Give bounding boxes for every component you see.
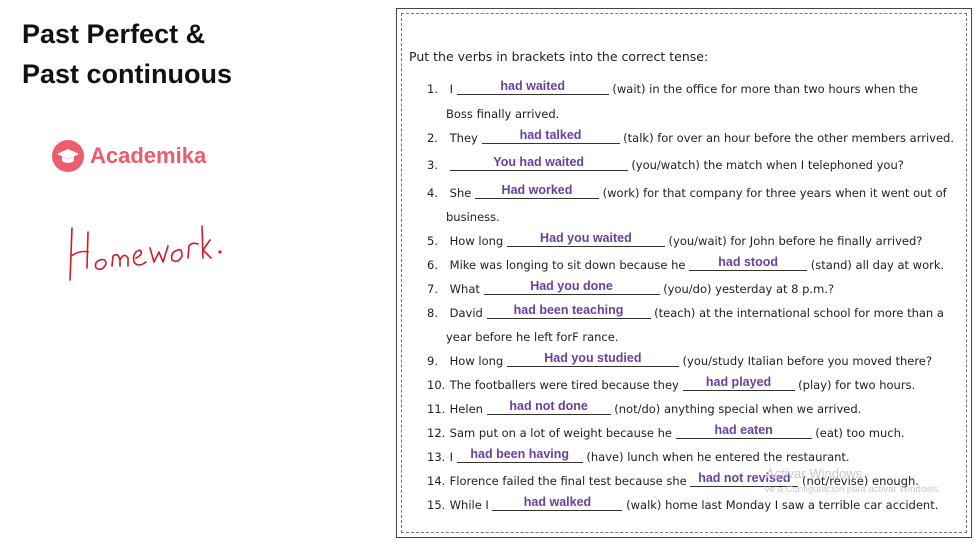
exercise-item-1 (427, 81, 969, 97)
exercise-item-2 (427, 130, 969, 146)
exercise-item-10 (427, 377, 969, 393)
item-text-before: She (449, 186, 472, 200)
exercise-item-8 (427, 305, 969, 321)
item-text-before: Florence failed the final test because she (449, 474, 687, 488)
item-text-after: (walk) home last Monday I saw a terrible car accident. (626, 498, 939, 512)
item-text-after: (work) for that company for three years when it went out of (602, 186, 947, 200)
item-text-before: David (449, 306, 483, 320)
title-line-2: Past continuous (22, 59, 233, 89)
exercise-item-15 (427, 497, 969, 513)
item-number: 11. (427, 402, 446, 416)
answer-blank: had not done (487, 399, 611, 415)
answer-blank: Had you studied (507, 351, 679, 367)
item-text-before: How long (449, 354, 504, 368)
slide-title (22, 14, 232, 94)
worksheet-instruction: Put the verbs in brackets into the correct tense: (409, 49, 709, 64)
title-line-1: Past Perfect & (22, 19, 206, 49)
answer-blank: had talked (482, 128, 620, 144)
answer-blank: had been teaching (487, 303, 651, 319)
exercise-item-4-continuation: business. (446, 210, 500, 224)
exercise-item-11 (427, 401, 969, 417)
item-text-before: How long (449, 234, 504, 248)
item-text-before: While I (449, 498, 489, 512)
item-text-after: (not/revise) enough. (802, 474, 919, 488)
handwritten-homework-note (60, 218, 230, 288)
answer-blank: had played (683, 375, 795, 391)
answer-blank: You had waited (450, 155, 628, 171)
item-text-after: (stand) all day at work. (810, 258, 945, 272)
item-number: 9. (427, 354, 438, 368)
item-number: 5. (427, 234, 438, 248)
item-number: 15. (427, 498, 446, 512)
item-text-before: They (449, 131, 478, 145)
item-text-after: (not/do) anything special when we arrived. (614, 402, 862, 416)
answer-blank: had not revised (690, 471, 798, 487)
exercise-item-3 (427, 157, 969, 173)
exercise-item-9 (427, 353, 969, 369)
item-number: 6. (427, 258, 438, 272)
logo-text: Academika (90, 143, 207, 168)
item-number: 8. (427, 306, 438, 320)
answer-blank: Had you done (484, 279, 660, 295)
item-text-after: (you/study Italian before you moved there? (682, 354, 932, 368)
item-text-after: (talk) for over an hour before the other members arrived. (623, 131, 955, 145)
item-number: 3. (427, 158, 438, 172)
exercise-item-8-continuation: year before he left forF rance. (446, 330, 619, 344)
exercise-item-13 (427, 449, 969, 465)
answer-blank: Had you waited (507, 231, 665, 247)
item-text-after: (you/wait) for John before he finally arrived? (668, 234, 923, 248)
item-text-before: Helen (449, 402, 483, 416)
item-text-after: (you/watch) the match when I telephoned you? (631, 158, 904, 172)
answer-blank: had been having (457, 447, 583, 463)
item-text-before: What (449, 282, 480, 296)
handwritten-note-text: Homework . (60, 218, 67, 219)
item-number: 1. (427, 82, 438, 96)
answer-blank: had stood (689, 255, 807, 271)
item-number: 10. (427, 378, 446, 392)
item-number: 13. (427, 450, 446, 464)
item-text-after: (teach) at the international school for more than a (654, 306, 944, 320)
item-text-after: (you/do) yesterday at 8 p.m.? (663, 282, 835, 296)
item-text-before: I (449, 450, 454, 464)
item-text-after: (wait) in the office for more than two hours when the (612, 82, 918, 96)
exercise-item-7 (427, 281, 969, 297)
item-text-before: The footballers were tired because they (449, 378, 679, 392)
answer-blank: had walked (492, 495, 622, 511)
item-number: 14. (427, 474, 446, 488)
exercise-item-4 (427, 185, 969, 201)
item-number: 7. (427, 282, 438, 296)
graduation-cap-icon (52, 140, 84, 172)
item-text-after: (eat) too much. (815, 426, 905, 440)
item-text-before: Mike was longing to sit down because he (449, 258, 686, 272)
activate-windows-watermark-title: Activar Windows (766, 466, 863, 481)
item-number: 12. (427, 426, 446, 440)
item-text-before: I (449, 82, 454, 96)
exercise-item-6 (427, 257, 969, 273)
item-text-after: (play) for two hours. (798, 378, 916, 392)
activate-windows-watermark-subtitle: Ve a Configuración para activar Windows. (764, 484, 941, 495)
exercise-item-12 (427, 425, 969, 441)
item-number: 4. (427, 186, 438, 200)
answer-blank: had waited (457, 79, 609, 95)
item-text-after: (have) lunch when he entered the restaurant. (586, 450, 850, 464)
academika-logo (52, 140, 206, 172)
answer-blank: had eaten (676, 423, 812, 439)
answer-blank: Had worked (475, 183, 599, 199)
exercise-item-1-continuation: Boss finally arrived. (446, 107, 560, 121)
item-number: 2. (427, 131, 438, 145)
worksheet (396, 8, 972, 538)
exercise-item-5 (427, 233, 969, 249)
item-text-before: Sam put on a lot of weight because he (449, 426, 672, 440)
